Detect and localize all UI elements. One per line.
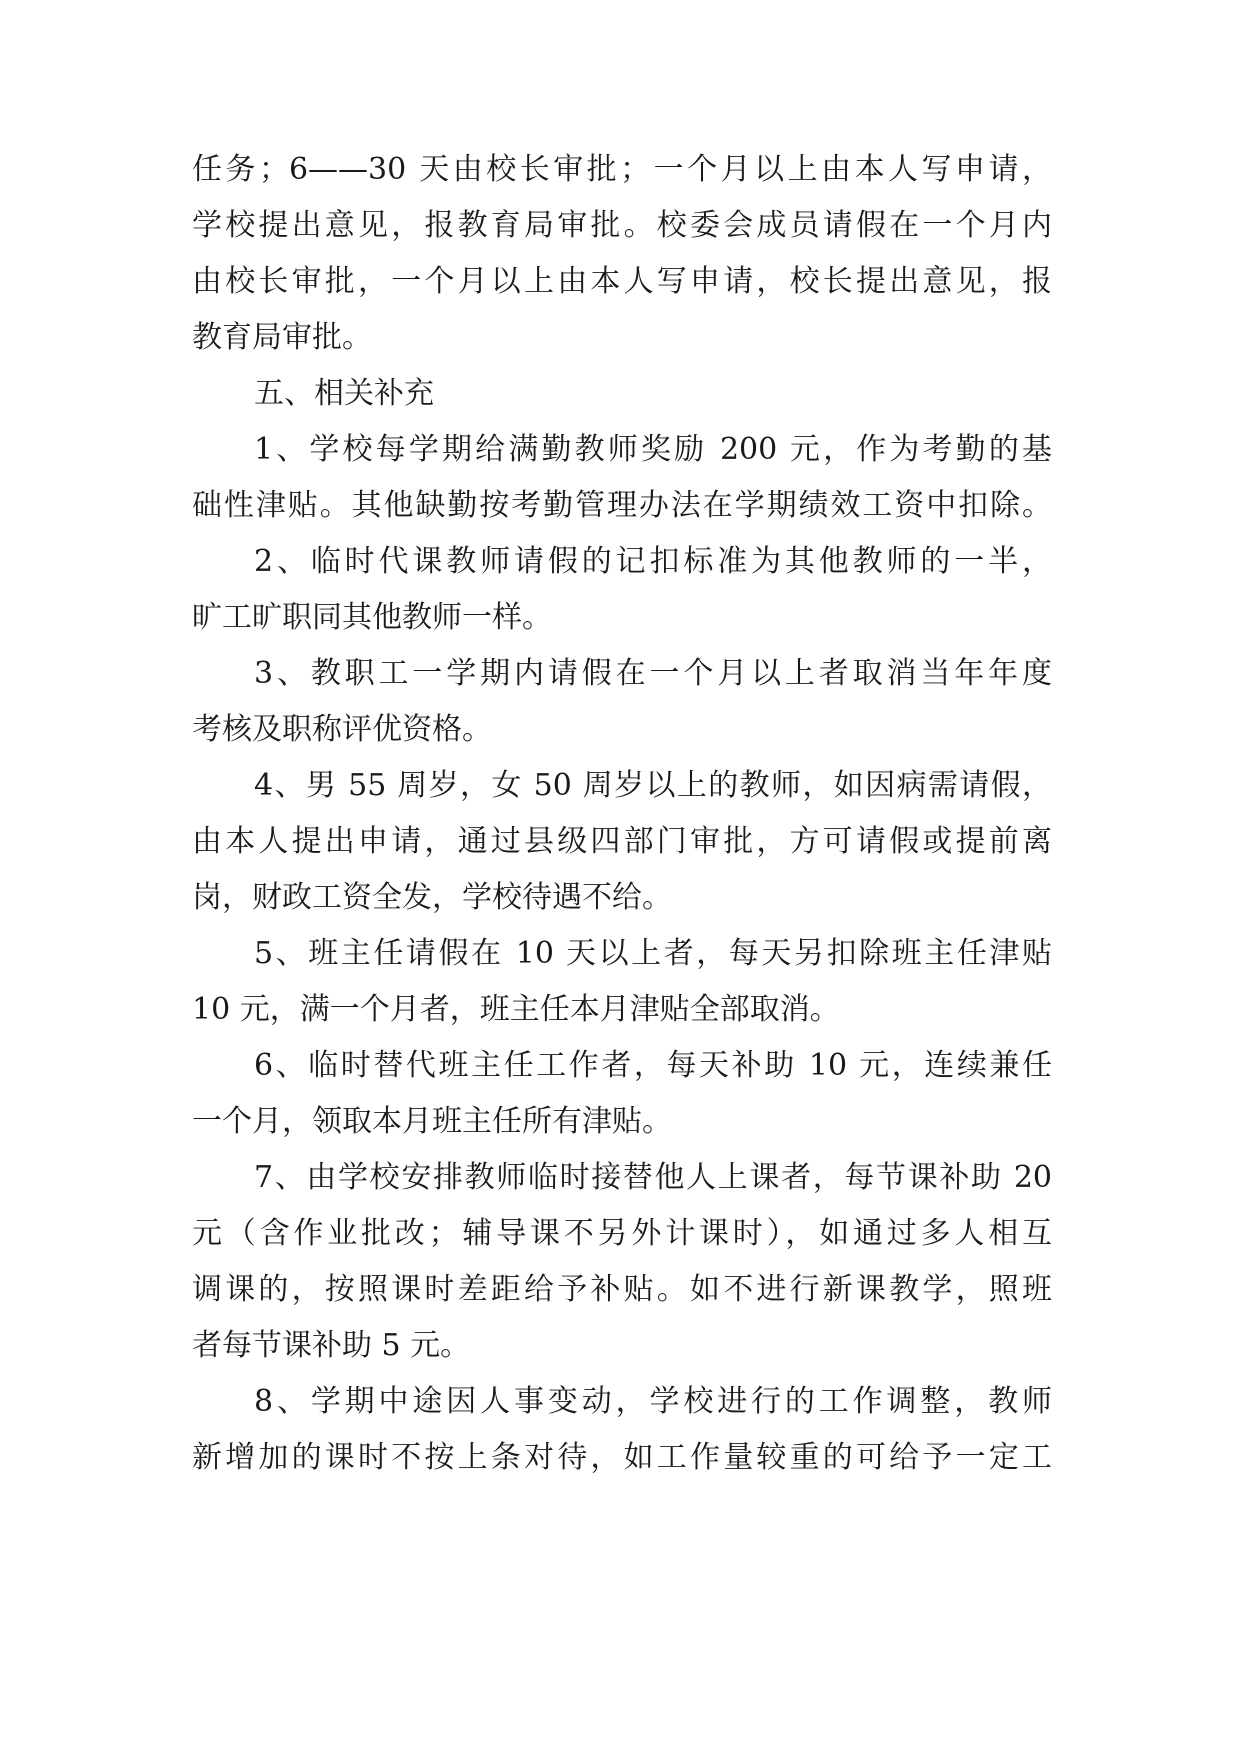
text-line: 10 元，满一个月者，班主任本月津贴全部取消。: [192, 992, 840, 1027]
text-line: 4、男 55 周岁，女 50 周岁以上的教师，如因病需请假，: [254, 768, 1052, 803]
text-line: 8、学期中途因人事变动，学校进行的工作调整，教师: [254, 1384, 1052, 1419]
text-line: 7、由学校安排教师临时接替他人上课者，每节课补助 20: [254, 1160, 1052, 1195]
text-line: 学校提出意见，报教育局审批。校委会成员请假在一个月内: [192, 208, 1052, 243]
text-line: 岗，财政工资全发，学校待遇不给。: [192, 880, 672, 915]
text-line: 元（含作业批改；辅导课不另外计课时），如通过多人相互: [192, 1216, 1052, 1251]
text-line: 者每节课补助 5 元。: [192, 1328, 471, 1363]
text-line: 任务；6——30 天由校长审批；一个月以上由本人写申请，: [192, 152, 1052, 187]
text-line: 3、教职工一学期内请假在一个月以上者取消当年年度: [254, 656, 1052, 691]
text-line: 6、临时替代班主任工作者，每天补助 10 元，连续兼任: [254, 1048, 1052, 1083]
section-heading: 五、相关补充: [254, 376, 434, 411]
text-line: 由校长审批，一个月以上由本人写申请，校长提出意见，报: [192, 264, 1052, 299]
text-line: 教育局审批。: [192, 320, 372, 355]
text-line: 考核及职称评优资格。: [192, 712, 492, 747]
text-line: 1、学校每学期给满勤教师奖励 200 元，作为考勤的基: [254, 432, 1052, 467]
text-line: 旷工旷职同其他教师一样。: [192, 600, 552, 635]
text-line: 由本人提出申请，通过县级四部门审批，方可请假或提前离: [192, 824, 1052, 859]
text-line: 础性津贴。其他缺勤按考勤管理办法在学期绩效工资中扣除。: [192, 488, 1052, 523]
text-line: 2、临时代课教师请假的记扣标准为其他教师的一半，: [254, 544, 1052, 579]
text-line: 新增加的课时不按上条对待，如工作量较重的可给予一定工: [192, 1440, 1052, 1475]
text-line: 调课的，按照课时差距给予补贴。如不进行新课教学，照班: [192, 1272, 1052, 1307]
text-line: 一个月，领取本月班主任所有津贴。: [192, 1104, 672, 1139]
text-line: 5、班主任请假在 10 天以上者，每天另扣除班主任津贴: [254, 936, 1052, 971]
